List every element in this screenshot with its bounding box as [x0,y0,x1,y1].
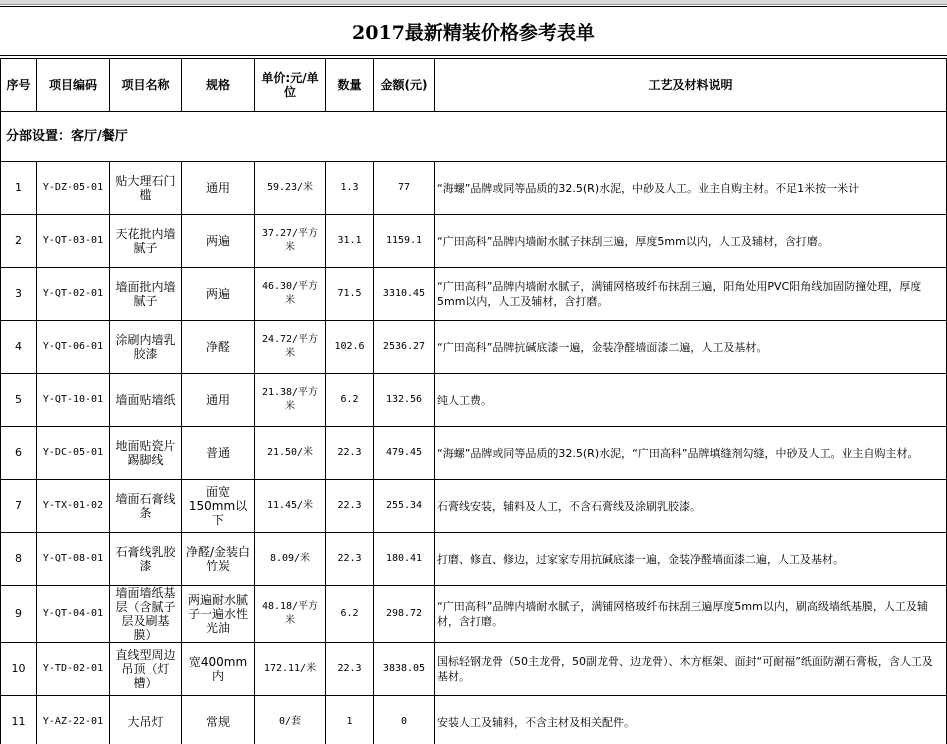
cell-desc[interactable]: 纯人工费。 [435,374,947,427]
cell-index[interactable]: 2 [1,215,37,268]
table-row [1,162,947,215]
cell-name[interactable]: 墙面贴墙纸 [110,374,182,427]
cell-desc[interactable]: “海螺”品牌或同等品质的32.5(R)水泥，中砂及人工。业主自购主材。不足1米按一米计 [435,162,947,215]
section-row [1,112,947,162]
header-desc[interactable]: 工艺及材料说明 [435,59,947,112]
cell-spec[interactable]: 常规 [182,696,255,744]
table-row [1,643,947,696]
table-row [1,321,947,374]
cell-code[interactable]: Y-QT-10-01 [37,374,110,427]
cell-code[interactable]: Y-AZ-22-01 [37,696,110,744]
cell-desc[interactable]: 国标轻钢龙骨（50主龙骨，50副龙骨、边龙骨）、木方框架、面封“可耐福”纸面防潮石膏板，含人工及基材。 [435,643,947,696]
header-qty[interactable]: 数量 [326,59,374,112]
cell-name[interactable]: 墙面石膏线条 [110,480,182,533]
table-row [1,374,947,427]
cell-desc[interactable]: 石膏线安装，辅料及人工，不含石膏线及涂刷乳胶漆。 [435,480,947,533]
cell-qty[interactable]: 71.5 [326,268,374,321]
cell-price[interactable]: 21.38/平方米 [255,374,326,427]
cell-code[interactable]: Y-QT-06-01 [37,321,110,374]
cell-code[interactable]: Y-DZ-05-01 [37,162,110,215]
cell-qty[interactable]: 6.2 [326,374,374,427]
table-row [1,268,947,321]
header-amount[interactable]: 金额(元) [374,59,435,112]
cell-index[interactable]: 10 [1,643,37,696]
cell-name[interactable]: 涂刷内墙乳胶漆 [110,321,182,374]
header-spec[interactable]: 规格 [182,59,255,112]
table-row [1,480,947,533]
cell-qty[interactable]: 6.2 [326,586,374,643]
cell-amount[interactable]: 180.41 [374,533,435,586]
cell-spec[interactable]: 宽400mm内 [182,643,255,696]
cell-index[interactable]: 5 [1,374,37,427]
cell-desc[interactable]: “广田高科”品牌内墙耐水腻子抹刮三遍，厚度5mm以内，人工及辅材，含打磨。 [435,215,947,268]
table-row [1,533,947,586]
cell-amount[interactable]: 479.45 [374,427,435,480]
cell-spec[interactable]: 通用 [182,162,255,215]
cell-amount[interactable]: 3838.05 [374,643,435,696]
cell-name[interactable]: 石膏线乳胶漆 [110,533,182,586]
cell-name[interactable]: 墙面批内墙腻子 [110,268,182,321]
cell-code[interactable]: Y-QT-02-01 [37,268,110,321]
cell-name[interactable]: 墙面墙纸基层（含腻子层及刷基膜） [110,586,182,643]
table-row [1,215,947,268]
table-row [1,696,947,744]
cell-price[interactable]: 46.30/平方米 [255,268,326,321]
cell-spec[interactable]: 面宽150mm以下 [182,480,255,533]
cell-price[interactable]: 11.45/米 [255,480,326,533]
cell-code[interactable]: Y-TX-01-02 [37,480,110,533]
cell-index[interactable]: 9 [1,586,37,643]
cell-desc[interactable]: “广田高科”品牌内墙耐水腻子，满铺网格玻纤布抹刮三遍，阳角处用PVC阳角线加固防撞处理，厚度5mm以内，人工及辅材，含打磨。 [435,268,947,321]
cell-qty[interactable]: 22.3 [326,427,374,480]
cell-price[interactable]: 172.11/米 [255,643,326,696]
cell-price[interactable]: 21.50/米 [255,427,326,480]
cell-amount[interactable]: 1159.1 [374,215,435,268]
cell-amount[interactable]: 0 [374,696,435,744]
cell-amount[interactable]: 255.34 [374,480,435,533]
cell-qty[interactable]: 102.6 [326,321,374,374]
cell-price[interactable]: 24.72/平方米 [255,321,326,374]
cell-name[interactable]: 直线型周边吊顶（灯槽） [110,643,182,696]
cell-qty[interactable]: 22.3 [326,533,374,586]
price-table [0,58,947,744]
cell-price[interactable]: 37.27/平方米 [255,215,326,268]
cell-name[interactable]: 大吊灯 [110,696,182,744]
cell-code[interactable]: Y-DC-05-01 [37,427,110,480]
cell-index[interactable]: 4 [1,321,37,374]
cell-price[interactable]: 8.09/米 [255,533,326,586]
cell-amount[interactable]: 132.56 [374,374,435,427]
cell-code[interactable]: Y-QT-03-01 [37,215,110,268]
cell-price[interactable]: 0/套 [255,696,326,744]
cell-index[interactable]: 7 [1,480,37,533]
header-index[interactable]: 序号 [1,59,37,112]
cell-index[interactable]: 3 [1,268,37,321]
cell-name[interactable]: 地面贴瓷片踢脚线 [110,427,182,480]
cell-spec[interactable]: 通用 [182,374,255,427]
cell-amount[interactable]: 77 [374,162,435,215]
cell-desc[interactable]: “广田高科”品牌内墙耐水腻子，满铺网格玻纤布抹刮三遍厚度5mm以内，刷高级墙纸基膜，人工及辅材，含打磨。 [435,586,947,643]
cell-qty[interactable]: 31.1 [326,215,374,268]
cell-index[interactable]: 11 [1,696,37,744]
cell-code[interactable]: Y-QT-04-01 [37,586,110,643]
cell-amount[interactable]: 298.72 [374,586,435,643]
cell-desc[interactable]: “广田高科”品牌抗碱底漆一遍，金装净醛墙面漆二遍，人工及基材。 [435,321,947,374]
table-row [1,427,947,480]
cell-desc[interactable]: “海螺”品牌或同等品质的32.5(R)水泥，“广田高科”品牌填缝剂勾缝，中砂及人工。业主自购主材。 [435,427,947,480]
cell-spec[interactable]: 两遍耐水腻子一遍水性光油 [182,586,255,643]
cell-qty[interactable]: 1.3 [326,162,374,215]
cell-qty[interactable]: 22.3 [326,643,374,696]
table-row [1,586,947,643]
cell-spec[interactable]: 两遍 [182,215,255,268]
table-header-row [1,59,947,112]
cell-desc[interactable]: 打磨、修直、修边，过家家专用抗碱底漆一遍，金装净醛墙面漆二遍，人工及基材。 [435,533,947,586]
cell-price[interactable]: 59.23/米 [255,162,326,215]
cell-spec[interactable]: 普通 [182,427,255,480]
cell-amount[interactable]: 2536.27 [374,321,435,374]
header-price[interactable]: 单价:元/单位 [255,59,326,112]
header-code[interactable]: 项目编码 [37,59,110,112]
cell-qty[interactable]: 1 [326,696,374,744]
cell-index[interactable]: 1 [1,162,37,215]
cell-price[interactable]: 48.18/平方米 [255,586,326,643]
column-header-strip [0,0,947,5]
cell-name[interactable]: 天花批内墙腻子 [110,215,182,268]
cell-name[interactable]: 贴大理石门槛 [110,162,182,215]
cell-code[interactable]: Y-TD-02-01 [37,643,110,696]
cell-index[interactable]: 6 [1,427,37,480]
section-label[interactable]: 分部设置：客厅/餐厅 [1,112,947,162]
cell-spec[interactable]: 两遍 [182,268,255,321]
header-name[interactable]: 项目名称 [110,59,182,112]
sheet-title: 2017最新精装价格参考表单 [0,6,947,56]
cell-desc[interactable]: 安装人工及辅料，不含主材及相关配件。 [435,696,947,744]
cell-spec[interactable]: 净醛 [182,321,255,374]
cell-spec[interactable]: 净醛/金装白竹炭 [182,533,255,586]
cell-amount[interactable]: 3310.45 [374,268,435,321]
cell-qty[interactable]: 22.3 [326,480,374,533]
cell-code[interactable]: Y-QT-08-01 [37,533,110,586]
cell-index[interactable]: 8 [1,533,37,586]
